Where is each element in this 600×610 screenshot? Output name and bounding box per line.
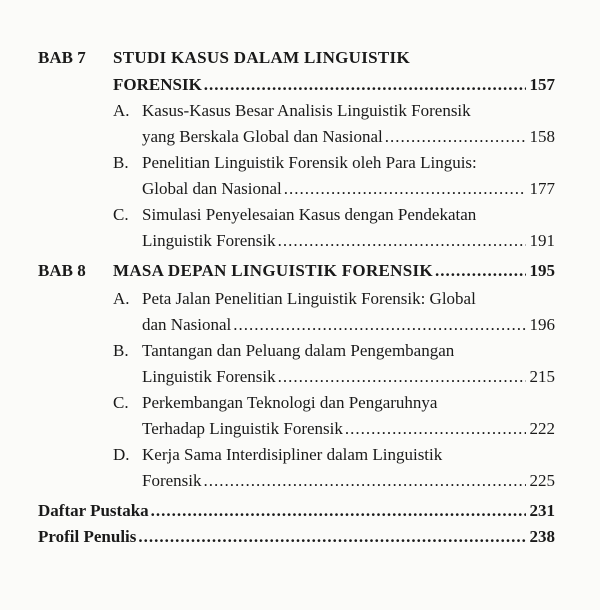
bab7-item-a-entry[interactable]: [142, 126, 555, 148]
bab7-item-c-page: 191: [529, 231, 555, 250]
bab8-item-a-line1: Peta Jalan Penelitian Linguistik Forensik: Global: [142, 289, 476, 308]
leader-dots: [385, 126, 526, 148]
bab8-entry[interactable]: [113, 260, 555, 282]
bab8-page: 195: [529, 261, 555, 280]
bab7-item-c-line1: Simulasi Penyelesaian Kasus dengan Pendekatan: [142, 205, 477, 224]
bab8-item-c-line1: Perkembangan Teknologi dan Pengaruhnya: [142, 393, 438, 412]
daftar-pustaka-page: 231: [529, 501, 555, 520]
bab7-item-b-entry[interactable]: [142, 178, 555, 200]
bab8-item-a-entry[interactable]: [142, 314, 555, 336]
leader-dots: [278, 230, 526, 252]
bab7-item-b-page: 177: [529, 179, 555, 198]
leader-dots: [138, 526, 525, 548]
leader-dots: [345, 418, 526, 440]
bab8-item-d-line1: Kerja Sama Interdisipliner dalam Linguistik: [142, 445, 443, 464]
leader-dots: [233, 314, 525, 336]
bab7-item-b-line1: Penelitian Linguistik Forensik oleh Para Linguis:: [142, 153, 477, 172]
bab8-item-a-letter: A.: [113, 289, 130, 308]
profil-penulis-label: Profil Penulis: [38, 527, 137, 546]
bab8-item-d-page: 225: [529, 471, 555, 490]
bab8-label: BAB 8: [38, 261, 86, 280]
bab7-item-a-line2: yang Berskala Global dan Nasional: [142, 127, 383, 146]
leader-dots: [284, 178, 526, 200]
bab8-item-c-entry[interactable]: [142, 418, 555, 440]
bab8-item-b-line2: Linguistik Forensik: [142, 367, 276, 386]
bab7-item-b-letter: B.: [113, 153, 129, 172]
bab7-item-c-line2: Linguistik Forensik: [142, 231, 276, 250]
profil-penulis-page: 238: [529, 527, 555, 546]
bab7-item-a-line1: Kasus-Kasus Besar Analisis Linguistik Forensik: [142, 101, 471, 120]
profil-penulis-entry[interactable]: [38, 526, 555, 548]
bab8-item-a-page: 196: [529, 315, 555, 334]
bab8-item-b-line1: Tantangan dan Peluang dalam Pengembangan: [142, 341, 455, 360]
leader-dots: [151, 500, 526, 522]
leader-dots: [204, 74, 526, 96]
bab7-page: 157: [529, 75, 555, 94]
bab7-item-c-entry[interactable]: [142, 230, 555, 252]
bab8-item-b-entry[interactable]: [142, 366, 555, 388]
bab8-item-d-entry[interactable]: [142, 470, 555, 492]
bab8-item-a-line2: dan Nasional: [142, 315, 232, 334]
leader-dots: [278, 366, 526, 388]
bab7-entry[interactable]: [113, 74, 555, 96]
bab7-label: BAB 7: [38, 48, 86, 67]
daftar-pustaka-label: Daftar Pustaka: [38, 501, 149, 520]
bab8-item-c-letter: C.: [113, 393, 129, 412]
bab8-item-d-line2: Forensik: [142, 471, 202, 490]
bab8-title: MASA DEPAN LINGUISTIK FORENSIK: [113, 261, 433, 280]
bab8-item-c-page: 222: [529, 419, 555, 438]
leader-dots: [204, 470, 526, 492]
bab7-title-line2: FORENSIK: [113, 75, 202, 94]
bab8-item-b-letter: B.: [113, 341, 129, 360]
bab7-item-c-letter: C.: [113, 205, 129, 224]
daftar-pustaka-entry[interactable]: [38, 500, 555, 522]
bab7-item-b-line2: Global dan Nasional: [142, 179, 282, 198]
leader-dots: [435, 260, 526, 282]
bab8-item-b-page: 215: [529, 367, 555, 386]
bab7-item-a-letter: A.: [113, 101, 130, 120]
bab8-item-c-line2: Terhadap Linguistik Forensik: [142, 419, 343, 438]
bab7-title-line1: STUDI KASUS DALAM LINGUISTIK: [113, 48, 410, 67]
bab8-item-d-letter: D.: [113, 445, 130, 464]
bab7-item-a-page: 158: [529, 127, 555, 146]
